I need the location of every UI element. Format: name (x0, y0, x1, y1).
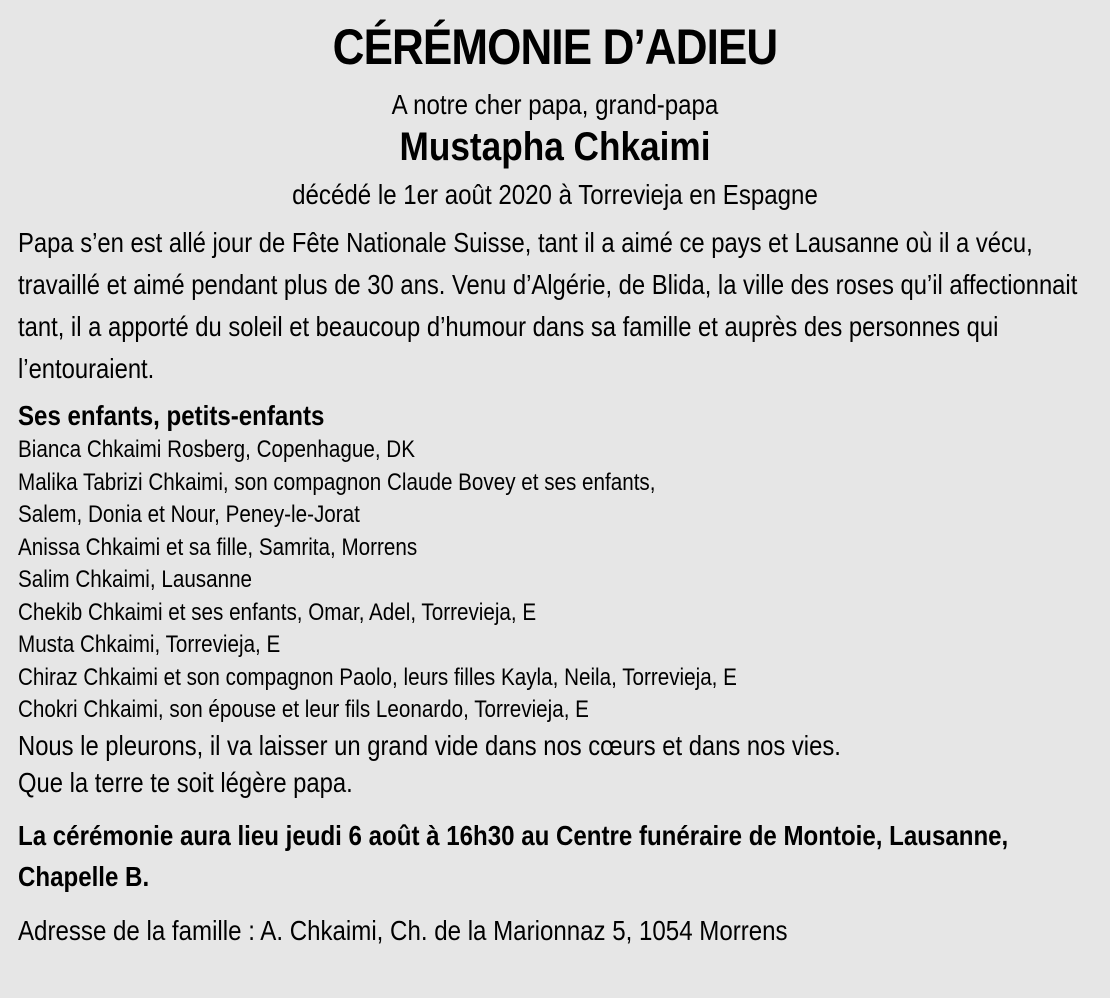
list-item: Malika Tabrizi Chkaimi, son compagnon Claude Bovey et ses enfants, (18, 468, 656, 496)
list-item: Chekib Chkaimi et ses enfants, Omar, Adel, Torrevieja, E (18, 598, 537, 626)
family-list (18, 434, 1092, 727)
deceased-name: Mustapha Chkaimi (399, 125, 711, 169)
list-item: Salem, Donia et Nour, Peney-le-Jorat (18, 501, 360, 528)
death-line: décédé le 1er août 2020 à Torrevieja en Espagne (292, 179, 818, 210)
list-item: Chokri Chkaimi, son épouse et leur fils Leonardo, Torrevieja, E (18, 696, 589, 723)
closing-line: Nous le pleurons, il va laisser un grand vide dans nos cœurs et dans nos vies. (18, 729, 841, 761)
list-item: Chiraz Chkaimi et son compagnon Paolo, leurs filles Kayla, Neila, Torrevieja, E (18, 663, 737, 691)
ceremony-details: La cérémonie aura lieu jeudi 6 août à 16h30 au Centre funéraire de Montoie, Lausanne, Chapelle B. (18, 819, 1009, 892)
family-heading: Ses enfants, petits-enfants (18, 400, 325, 431)
list-item: Salim Chkaimi, Lausanne (18, 566, 253, 593)
family-address: Adresse de la famille : A. Chkaimi, Ch. de la Marionnaz 5, 1054 Morrens (18, 914, 788, 946)
intro-line: A notre cher papa, grand-papa (391, 89, 719, 120)
list-item: Musta Chkaimi, Torrevieja, E (18, 631, 281, 658)
list-item: Anissa Chkaimi et sa fille, Samrita, Morrens (18, 533, 418, 561)
list-item: Bianca Chkaimi Rosberg, Copenhague, DK (18, 436, 415, 463)
notice-title: CÉRÉMONIE D’ADIEU (332, 19, 778, 75)
tribute-paragraph: Papa s’en est allé jour de Fête Nationale Suisse, tant il a aimé ce pays et Lausanne où il a vécu, travaillé et aimé pendant plus de 30 ans. Venu d’Algérie, de Blida, la ville des roses qu’il affectionnait tant, il a apporté du soleil et beaucoup d’humour dans sa famille et auprès des personnes qui l’entouraient. (18, 227, 1078, 384)
closing-line: Que la terre te soit légère papa. (18, 766, 353, 798)
